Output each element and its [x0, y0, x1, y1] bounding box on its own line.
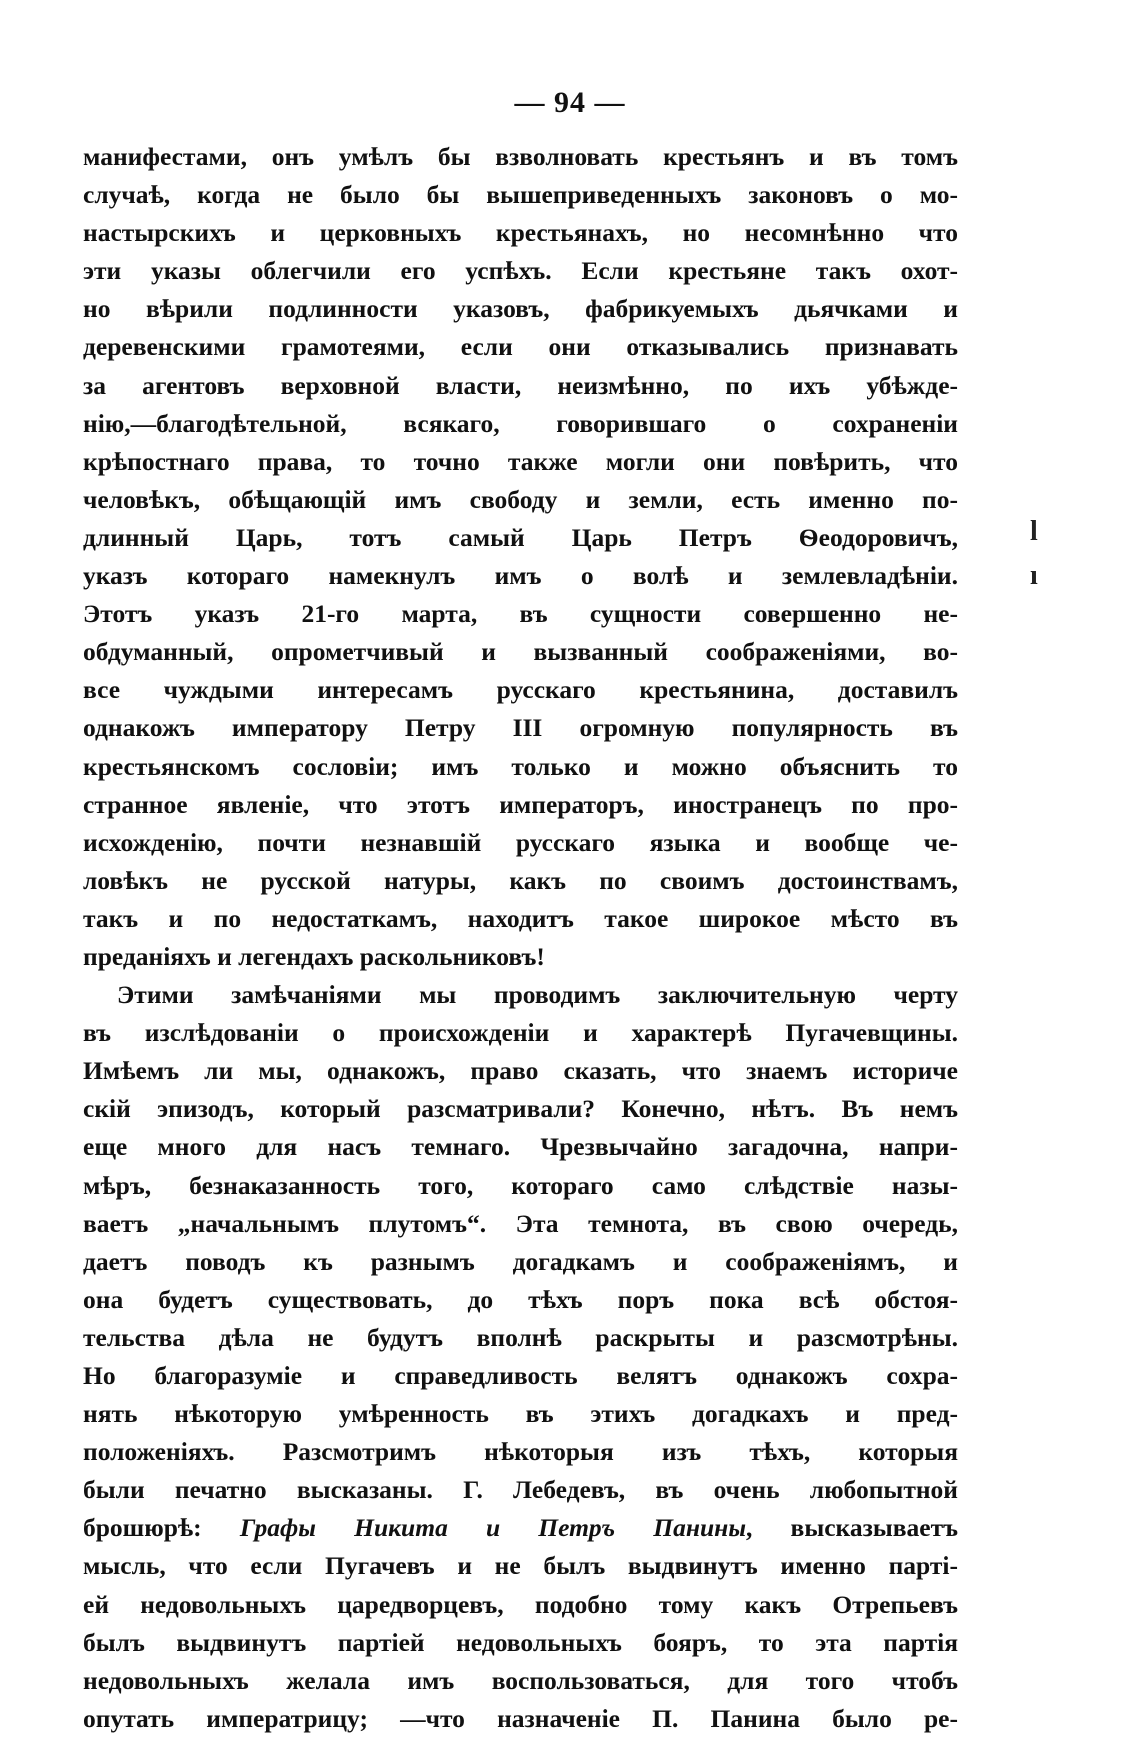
text-line: случаѣ, когда не было бы вышеприведенныхъ законовъ о мо-	[83, 180, 958, 210]
text-line: обдуманный, опрометчивый и вызванный соображеніями, во-	[83, 637, 958, 667]
text-line: все чуждыми интересамъ русскаго крестьянина, доставилъ	[83, 675, 958, 705]
text-line: длинный Царь, тотъ самый Царь Петръ Ѳеодоровичъ,	[83, 522, 958, 552]
paragraph-end-line: преданіяхъ и легендахъ раскольниковъ!	[83, 941, 545, 971]
text-line: еще много для насъ темнаго. Чрезвычайно загадочна, напри-	[83, 1132, 958, 1162]
text-line: опутать императрицу; —что назначеніе П. Панина было ре-	[83, 1703, 958, 1733]
text-line: указъ котораго намекнулъ имъ о волѣ и землевладѣніи.	[83, 561, 958, 591]
text-line: деревенскими грамотеями, если они отказывались признавать	[83, 332, 958, 362]
text-line: Но благоразуміе и справедливость велятъ однакожъ сохра-	[83, 1361, 958, 1390]
text-segment: , высказываетъ	[746, 1513, 958, 1543]
margin-mark: ı	[1030, 560, 1038, 591]
text-line: человѣкъ, обѣщающій имъ свободу и земли, есть именно по-	[83, 484, 958, 514]
text-line: Этотъ указъ 21-го марта, въ сущности совершенно не-	[83, 599, 958, 629]
text-line: недовольныхъ желала имъ воспользоваться, для того чтобъ	[83, 1665, 958, 1695]
book-title: Графы Никита и Петръ Панины	[239, 1513, 747, 1543]
body-text	[83, 138, 958, 1738]
text-line: она будетъ существовать, до тѣхъ поръ пока всѣ обстоя-	[83, 1284, 958, 1314]
text-line: крестьянскомъ сословіи; имъ только и можно объяснить то	[83, 751, 958, 781]
text-line: тельства дѣла не будутъ вполнѣ раскрыты и разсмотрѣны.	[83, 1322, 958, 1352]
text-line: манифестами, онъ умѣлъ бы взволновать крестьянъ и въ томъ	[83, 142, 958, 171]
page-number: — 94 —	[514, 86, 626, 119]
text-line: положеніяхъ. Разсмотримъ нѣкоторыя изъ тѣхъ, которыя	[83, 1437, 958, 1467]
text-line: крѣпостнаго права, то точно также могли они повѣрить, что	[83, 446, 958, 476]
text-line: Имѣемъ ли мы, однакожъ, право сказать, что знаемъ историче	[83, 1056, 958, 1086]
text-line: ей недовольныхъ царедворцевъ, подобно тому какъ Отрепьевъ	[83, 1589, 958, 1619]
paragraph-start-line: Этими замѣчаніями мы проводимъ заключительную черту	[117, 980, 958, 1010]
text-line: однакожъ императору Петру III огромную популярность въ	[83, 713, 958, 743]
text-line: но вѣрили подлинности указовъ, фабрикуемыхъ дьячками и	[83, 294, 958, 324]
text-segment: брошюрѣ:	[83, 1513, 240, 1543]
text-line: ловѣкъ не русской натуры, какъ по своимъ достоинствамъ,	[83, 865, 958, 895]
margin-mark: l	[1030, 516, 1038, 547]
text-line: за агентовъ верховной власти, неизмѣнно, по ихъ убѣжде-	[83, 370, 958, 400]
text-line: мысль, что если Пугачевъ и не былъ выдвинутъ именно парті-	[83, 1551, 958, 1581]
text-line: нію,—благодѣтельной, всякаго, говорившаго о сохраненіи	[83, 408, 958, 438]
text-line: исхожденію, почти незнавшій русскаго языка и вообще че-	[83, 827, 958, 857]
text-line: странное явленіе, что этотъ императоръ, иностранецъ по про-	[83, 789, 958, 819]
text-line: были печатно высказаны. Г. Лебедевъ, въ очень любопытной	[83, 1475, 958, 1505]
text-line: ваетъ „начальнымъ плутомъ“. Эта темнота, въ свою очередь,	[83, 1208, 958, 1238]
text-line-with-title	[83, 1509, 958, 1547]
text-line: скій эпизодъ, который разсматривали? Конечно, нѣтъ. Въ немъ	[83, 1094, 958, 1124]
text-line: эти указы облегчили его успѣхъ. Если крестьяне такъ охот-	[83, 256, 958, 286]
text-line: былъ выдвинутъ партіей недовольныхъ бояръ, то эта партія	[83, 1627, 958, 1657]
text-line: нять нѣкоторую умѣренность въ этихъ догадкахъ и пред-	[83, 1399, 958, 1429]
text-line: настырскихъ и церковныхъ крестьянахъ, но несомнѣнно что	[83, 218, 958, 248]
text-line: такъ и по недостаткамъ, находитъ такое широкое мѣсто въ	[83, 903, 958, 933]
text-line: въ изслѣдованіи о происхожденіи и характерѣ Пугачевщины.	[83, 1018, 958, 1048]
text-line: даетъ поводъ къ разнымъ догадкамъ и соображеніямъ, и	[83, 1246, 958, 1276]
text-line: мѣръ, безнаказанность того, котораго само слѣдствіе назы-	[83, 1170, 958, 1200]
